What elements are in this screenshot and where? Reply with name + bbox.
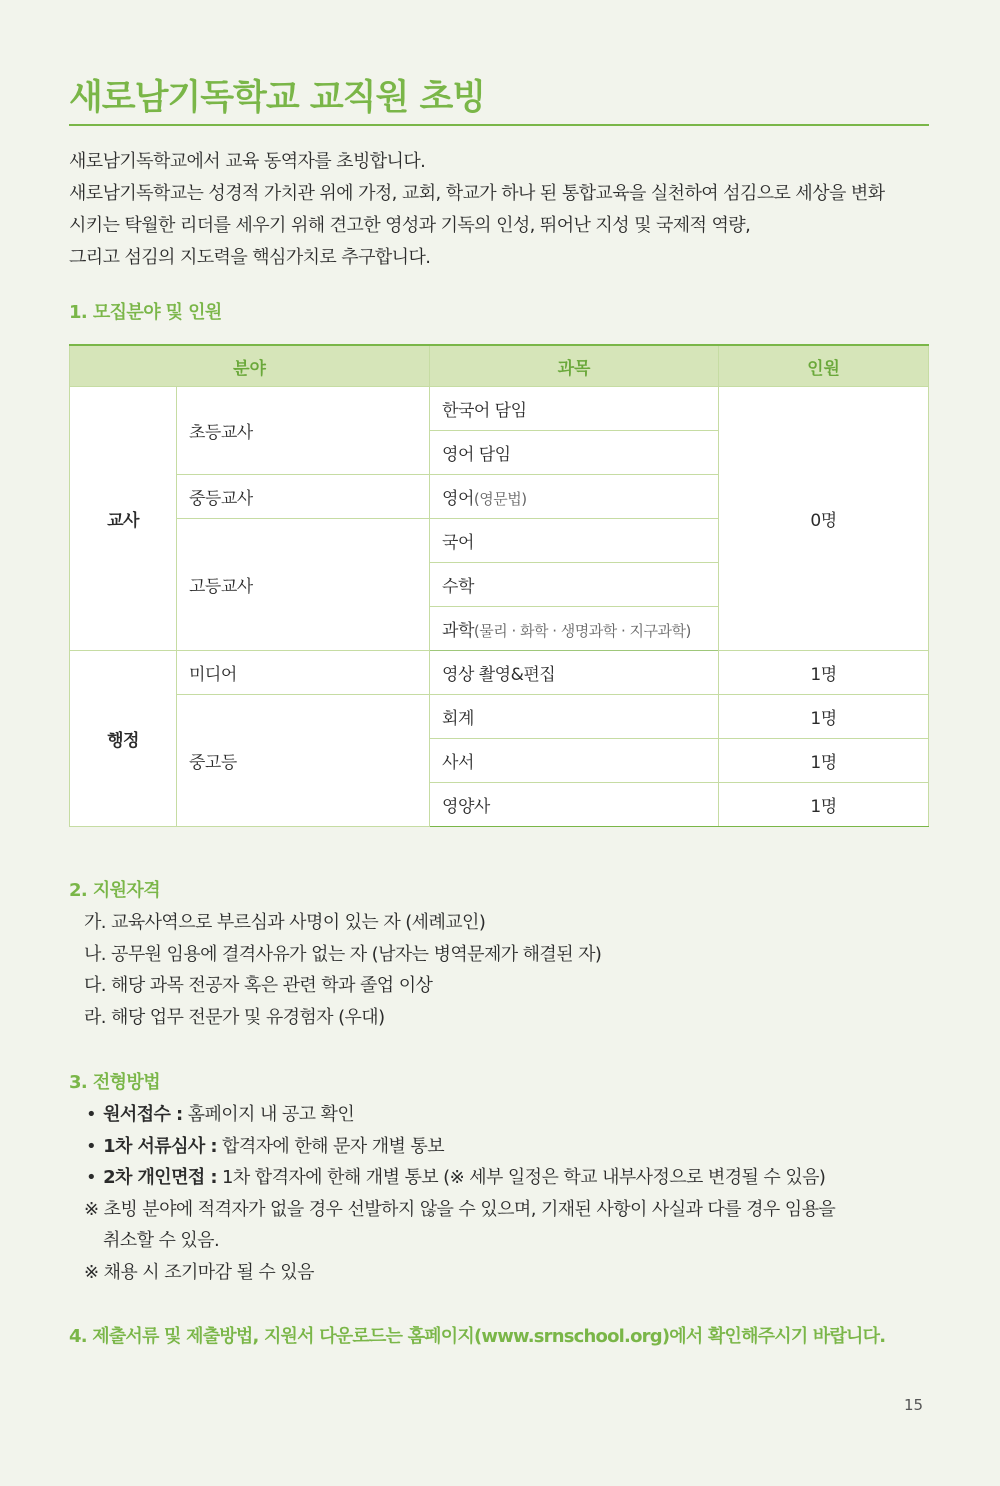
table-row (70, 651, 929, 695)
field-school: 중고등 (177, 695, 430, 827)
subject-cell (430, 607, 719, 651)
bullet-icon: • (85, 1167, 97, 1188)
submission-info: 4. 제출서류 및 제출방법, 지원서 다운로드는 홈페이지(www.srnschool.org)에서 확인해주시기 바랍니다. (69, 1326, 886, 1347)
selection-steps-list (84, 1099, 835, 1288)
recruitment-table (69, 344, 929, 827)
intro-line: 새로남기독학교에서 교육 동역자를 초빙합니다. (69, 151, 426, 172)
subject-cell: 회계 (430, 695, 719, 739)
field-elementary: 초등교사 (177, 387, 430, 475)
count-cell: 1명 (719, 739, 929, 783)
subject-name: 과학 (442, 621, 474, 641)
subject-note: (물리 · 화학 · 생명과학 · 지구과학) (473, 622, 691, 640)
list-item: 가. 교육사역으로 부르심과 사명이 있는 자 (세례교인) (84, 912, 486, 933)
intro-line: 새로남기독학교는 성경적 가치관 위에 가정, 교회, 학교가 하나 된 통합교육을 실천하여 섬김으로 세상을 변화 (69, 183, 885, 204)
section-heading-recruitment: 1. 모집분야 및 인원 (69, 302, 222, 323)
intro-line: 시키는 탁월한 리더를 세우기 위해 견고한 영성과 기독의 인성, 뛰어난 지성 및 국제적 역량, (69, 215, 751, 236)
page-number: 15 (904, 1396, 924, 1414)
bullet-icon: • (85, 1104, 97, 1125)
list-item (84, 1131, 835, 1163)
section-heading-qualifications: 2. 지원자격 (69, 880, 160, 901)
count-cell: 1명 (719, 783, 929, 827)
bullet-icon: • (85, 1135, 97, 1157)
list-item (84, 1099, 835, 1131)
step-text: 홈페이지 내 공고 확인 (182, 1104, 355, 1125)
field-media: 미디어 (177, 651, 430, 695)
table-header-row (70, 345, 929, 387)
header-subject: 과목 (430, 345, 719, 387)
subject-cell: 수학 (430, 563, 719, 607)
intro-text (69, 146, 939, 274)
field-high: 고등교사 (177, 519, 430, 651)
subject-name: 영어 (442, 489, 474, 509)
category-admin: 행정 (70, 651, 177, 827)
subject-cell: 한국어 담임 (430, 387, 719, 431)
section-heading-selection: 3. 전형방법 (69, 1072, 160, 1093)
subject-cell: 영양사 (430, 783, 719, 827)
step-text: 합격자에 한해 문자 개별 통보 (216, 1135, 444, 1157)
list-item: 다. 해당 과목 전공자 혹은 관련 학과 졸업 이상 (84, 975, 433, 996)
subject-cell: 국어 (430, 519, 719, 563)
note-item: ※ 채용 시 조기마감 될 수 있음 (84, 1261, 314, 1283)
subject-cell: 영어 담임 (430, 431, 719, 475)
list-item: 라. 해당 업무 전문가 및 유경험자 (우대) (84, 1006, 385, 1028)
subject-cell (430, 475, 719, 519)
field-middle: 중등교사 (177, 475, 430, 519)
note-item: 취소할 수 있음. (103, 1230, 220, 1251)
intro-line: 그리고 섬김의 지도력을 핵심가치로 추구합니다. (69, 247, 431, 268)
subject-cell: 사서 (430, 739, 719, 783)
category-teacher: 교사 (70, 387, 177, 651)
step-label: 2차 개인면접 : (103, 1167, 217, 1188)
page-title: 새로남기독학교 교직원 초빙 (69, 78, 486, 118)
note-item: ※ 초빙 분야에 적격자가 없을 경우 선발하지 않을 수 있으며, 기재된 사항이 사실과 다를 경우 임용을 (84, 1198, 836, 1220)
list-item (84, 1162, 835, 1194)
header-count: 인원 (719, 345, 929, 387)
step-label: 1차 서류심사 : (103, 1135, 217, 1157)
table-row (70, 387, 929, 431)
title-divider (69, 124, 929, 126)
qualifications-list (84, 907, 601, 1033)
step-text: 1차 합격자에 한해 개별 통보 (※ 세부 일정은 학교 내부사정으로 변경될 수 있음) (216, 1167, 826, 1188)
header-field: 분야 (70, 345, 430, 387)
table-row (70, 695, 929, 739)
count-cell: 1명 (719, 695, 929, 739)
count-teacher: 0명 (719, 387, 929, 651)
count-cell: 1명 (719, 651, 929, 695)
step-label: 원서접수 : (103, 1104, 183, 1125)
subject-cell: 영상 촬영&편집 (430, 651, 719, 695)
list-item: 나. 공무원 임용에 결격사유가 없는 자 (남자는 병역문제가 해결된 자) (84, 943, 602, 965)
subject-note: (영문법) (473, 490, 527, 508)
